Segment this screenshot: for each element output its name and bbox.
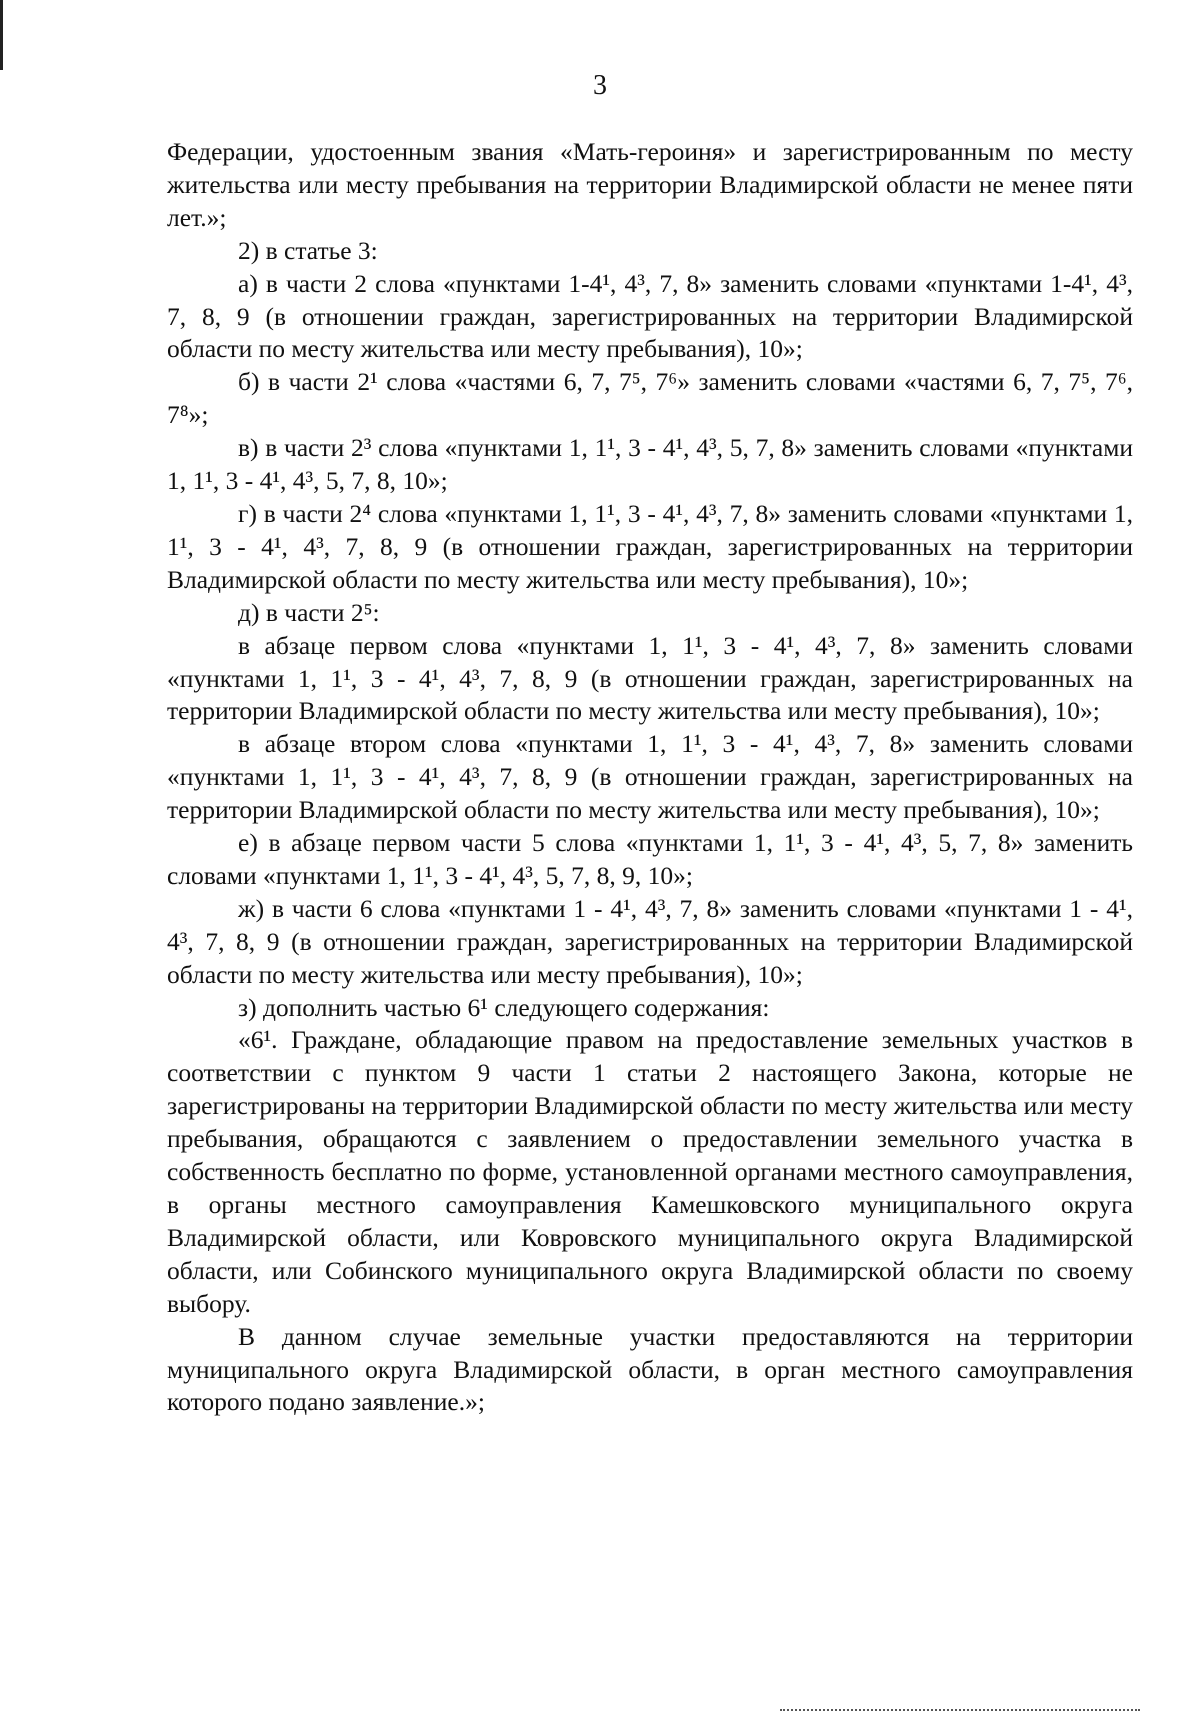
- paragraph-4: б) в части 2¹ слова «частями 6, 7, 7⁵, 7⁶» заменить словами «частями 6, 7, 7⁵, 7⁶, 7⁸»;: [167, 367, 1133, 430]
- paragraph-13: «6¹. Граждане, обладающие правом на предоставление земельных участков в соответствии с пунктом 9 части 1 статьи 2 настоящего Закона, которые не зарегистрированы на территории Владимирской области по месту жительства или месту пребывания, обращаются с заявлением о предоставлении земельного участка в собственность бесплатно по форме, установленной органами местного самоуправления, в органы местного самоуправления Камешковского муниципального округа Владимирской области, или Ковровского муниципального округа Владимирской области, или Собинского муниципального округа Владимирской области по своему выбору.: [167, 1025, 1133, 1318]
- paragraph-9: в абзаце втором слова «пунктами 1, 1¹, 3 - 4¹, 4³, 7, 8» заменить словами «пунктами 1, 1¹, 3 - 4¹, 4³, 7, 8, 9 (в отношении граждан, зарегистрированных на территории Владимирской области по месту жительства или месту пребывания), 10»;: [167, 729, 1133, 825]
- paragraph-5: в) в части 2³ слова «пунктами 1, 1¹, 3 - 4¹, 4³, 5, 7, 8» заменить словами «пунктами 1, 1¹, 3 - 4¹, 4³, 5, 7, 8, 10»;: [167, 433, 1133, 496]
- paragraph-12: з) дополнить частью 6¹ следующего содержания:: [238, 992, 770, 1022]
- paragraph-6: г) в части 2⁴ слова «пунктами 1, 1¹, 3 - 4¹, 4³, 7, 8» заменить словами «пунктами 1, 1¹, 3 - 4¹, 4³, 7, 8, 9 (в отношении граждан, зарегистрированных на территории Владимирской области по месту жительства или месту пребывания), 10»;: [167, 498, 1133, 594]
- scan-edge-mark: [0, 0, 3, 70]
- paragraph-1: Федерации, удостоенным звания «Мать-героиня» и зарегистрированным по месту жительства или месту пребывания на территории Владимирской области не менее пяти лет.»;: [167, 137, 1133, 232]
- paragraph-7: д) в части 2⁵:: [238, 597, 380, 627]
- page-number: 3: [593, 70, 607, 101]
- paragraph-8: в абзаце первом слова «пунктами 1, 1¹, 3 - 4¹, 4³, 7, 8» заменить словами «пунктами 1, 1¹, 3 - 4¹, 4³, 7, 8, 9 (в отношении граждан, зарегистрированных на территории Владимирской области по месту жительства или месту пребывания), 10»;: [167, 630, 1133, 726]
- paragraph-10: е) в абзаце первом части 5 слова «пунктами 1, 1¹, 3 - 4¹, 4³, 5, 7, 8» заменить словами «пунктами 1, 1¹, 3 - 4¹, 4³, 5, 7, 8, 9, 10»;: [167, 828, 1133, 890]
- body-text: [167, 136, 1133, 1419]
- footer-scan-marks: [780, 1707, 1140, 1711]
- paragraph-2: 2) в статье 3:: [238, 235, 378, 265]
- paragraph-11: ж) в части 6 слова «пунктами 1 - 4¹, 4³, 7, 8» заменить словами «пунктами 1 - 4¹, 4³, 7, 8, 9 (в отношении граждан, зарегистрированных на территории Владимирской области по месту жительства или месту пребывания), 10»;: [167, 893, 1133, 989]
- paragraph-3: а) в части 2 слова «пунктами 1-4¹, 4³, 7, 8» заменить словами «пунктами 1-4¹, 4³, 7, 8, 9 (в отношении граждан, зарегистрированных на территории Владимирской области по месту жительства или месту пребывания), 10»;: [167, 268, 1133, 364]
- paragraph-14: В данном случае земельные участки предоставляются на территории муниципального округа Владимирской области, в орган местного самоуправления которого подано заявление.»;: [167, 1321, 1133, 1417]
